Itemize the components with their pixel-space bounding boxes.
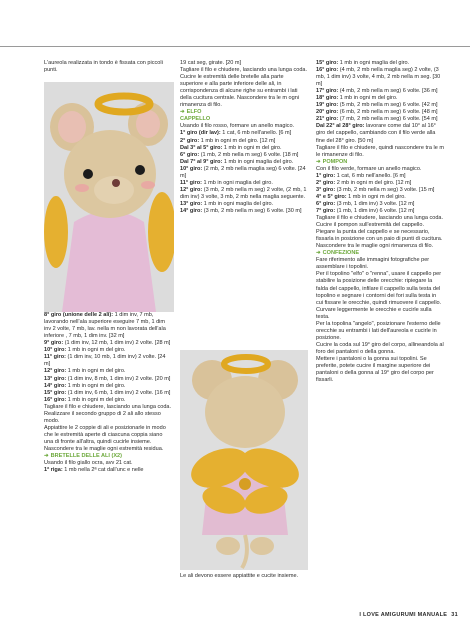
round-text: (1 dim inv, 8 mb, 1 dim inv) 2 volte. [20 m] [66, 375, 171, 382]
pompon-closing: Tagliare il filo e chiudere, lasciando una lunga coda. [316, 215, 444, 222]
arrow-icon: ➜ [180, 109, 185, 116]
arrow-icon: ➜ [44, 453, 49, 460]
round-line [316, 194, 444, 201]
round-label: 8° giro (unione delle 2 ali): [44, 312, 114, 319]
round-text: 1 mb in ogni maglia del giro. [202, 200, 274, 207]
round-line [316, 180, 444, 187]
col2-para3: Cucire le estremità delle bretelle alla parte superiore e alla parte inferiore delle ali, in corrispondenza di alcune righe su entrambi i lati della cucitura centrale. Nascondere tra le m ogni rimanenza di filo. [180, 74, 300, 109]
section-bretelle [44, 453, 172, 460]
section-pompon-label: POMPON [322, 158, 348, 165]
round-line [180, 145, 308, 152]
photo2-caption: Le ali devono essere appiattite e cucite insieme. [180, 573, 299, 579]
round-text: (3 mb, 2 mb nella m seg) 3 volte. [15 m] [335, 186, 435, 193]
page-footer [316, 612, 458, 618]
round-text: 1 mb in ogni maglia del giro. [222, 158, 294, 165]
round-text: (1 mb, 1 dim inv) 6 volte. [12 m] [335, 207, 415, 214]
round-label: 11° giro: [44, 354, 66, 361]
round-label: 16° giro: [316, 67, 339, 74]
round-line [44, 312, 172, 340]
round-text: 1 dim inv, 7 mb, lavorando nell'ala superiore eseguire 7 mb, 1 dim inv 2 volte, 7 mb, lav. nella m non lavorata dell'ala inferiore , 7 mb, 1 dim inv. [32 m] [44, 312, 166, 340]
round-text: (2 mb, 2 mb nella maglia seg) 6 volte. [24 m] [180, 165, 306, 179]
round-text: (4 mb, 2 mb nella m seg) 6 volte. [36 m] [338, 88, 438, 95]
round-text: 1 mb in ogni m del giro. [338, 95, 398, 102]
pompon-rounds-list [316, 173, 444, 215]
round-line [180, 130, 308, 137]
round-line [316, 102, 444, 109]
intro-text: L'aureola realizzata in tondo è fissata con piccoli punti. [44, 60, 163, 74]
cappello-intro: Usando il filo rosso, formare un anello magico. [180, 123, 295, 130]
round-text: 1 mb nella 2ª cat dall'unc e nelle [62, 467, 144, 474]
round-line [180, 201, 308, 208]
round-text: (1 mb, 2 mb nella m seg) 6 volte. [18 m] [199, 151, 299, 158]
round-line [316, 60, 444, 67]
round-text: (3 mb, 1 dim inv) 3 volte. [12 m] [335, 200, 415, 207]
cappello-closing: Tagliare il filo e chiudere, quindi nascondere tra le m le rimanenze di filo. [316, 144, 444, 158]
round-label: 15° giro: [44, 389, 67, 396]
round-text: 1 mb in ogni maglia del giro. [338, 60, 410, 66]
round-line [316, 116, 444, 123]
round-line [180, 152, 308, 159]
round-line [44, 397, 172, 404]
section-elfo-label: ELFO [186, 109, 202, 116]
round-label: 1ª riga: [44, 467, 63, 474]
round-text: (1 dim inv, 6 mb, 1 dim inv) 2 volte. [16 m] [66, 389, 171, 396]
round-label: 6° giro: [316, 200, 336, 207]
round-label: 15° giro: [316, 60, 339, 66]
round-text: (6 mb, 2 mb nella m seg) 6 volte. [48 m] [338, 109, 438, 116]
round-line [316, 123, 444, 144]
round-line [180, 180, 308, 187]
section-cappello: CAPPELLO [180, 116, 211, 123]
round-line [180, 166, 308, 180]
round-label: Dal 3° al 5° giro: [180, 144, 223, 151]
col2-para1: 19 cat seg, girate. [20 m] [180, 60, 242, 66]
round-line [44, 347, 172, 354]
wing-para3: Appiattire le 2 coppie di ali e posizionarle in modo che le estremità aperte di ciascuna coppia siano una di fronte all'altra, quindi cucirle insieme. Nascondere tra le maglie ogni estremità residua. [44, 424, 166, 452]
header-rule [0, 46, 470, 47]
round-text: (3 mb, 2 mb nella m seg) 2 volte, (2 mb, 1 dim inv) 3 volte, 3 mb, 2 mb nella maglia seguente. [180, 186, 307, 200]
round-text: 1 cat, 6 mb nell'anello. [6 m] [220, 130, 292, 137]
pompon-text: Cucire il pompon sull'estremità del cappello. Piegare la punta del cappello e se necessario, fissarla in posizione con un paio di punti di cucitura. Nascondere tra le maglie ogni rimanenza di filo. [316, 222, 443, 250]
round-line [316, 187, 444, 194]
round-line [180, 138, 308, 145]
round-line [44, 383, 172, 390]
round-line [180, 159, 308, 166]
round-label: 12° giro: [44, 368, 67, 375]
round-label: 18° giro: [316, 95, 339, 102]
mouse-back-illustration [180, 350, 308, 570]
confezione-p5: Mettere i pantaloni o la gonna sui topolini. Se preferite, potete cucire il margine superiore dei pantaloni o della gonna al 19° giro del corpo per fissarli. [316, 355, 434, 384]
round-line [316, 201, 444, 208]
round-label: 2° giro: [180, 137, 200, 144]
round-line [180, 208, 308, 215]
round-label: 1° giro (dir lav): [180, 130, 221, 137]
round-label: 10° giro: [180, 165, 203, 172]
round-text: 1 mb in ogni maglia del giro. [201, 179, 273, 186]
round-label: 21° giro: [316, 116, 339, 123]
round-text: lavorare come dal 10° al 16° giro del cappello, cambiando con il filo verde alla fine del 28° giro. [50 m] [316, 123, 436, 144]
round-text: 1 mb in ogni m del giro. [222, 144, 282, 151]
round-label: 20° giro: [316, 109, 339, 116]
round-text: 1 mb in ogni m del giro. [66, 347, 126, 354]
arrow-icon: ➜ [316, 158, 321, 165]
round-label: Dal 22° al 28° giro: [316, 123, 365, 130]
section-pompon [316, 159, 444, 166]
round-label: 14° giro: [44, 382, 67, 389]
round-text: 1 mb in ogni m del giro. [66, 382, 126, 389]
section-elfo [180, 109, 308, 116]
round-line [316, 173, 444, 180]
round-line [316, 109, 444, 116]
round-line [44, 390, 172, 397]
round-line [316, 95, 444, 102]
wing-para2: Realizzare il secondo gruppo di 2 ali allo stesso modo. [44, 410, 161, 424]
section-confezione [316, 250, 444, 257]
round-label: 11° giro: [180, 179, 202, 186]
bretelle-text: Usando il filo giallo ocra, avv 21 cat. [44, 460, 133, 467]
round-line [44, 368, 172, 375]
footer-title: I LOVE AMIGURUMI MANUALE [359, 612, 448, 618]
pompon-intro: Con il filo verde, formare un anello magico. [316, 165, 422, 172]
wing-rounds-list [44, 312, 172, 404]
round-text: (5 mb, 2 mb nella m seg) 6 volte. [42 m] [338, 102, 438, 109]
arrow-icon: ➜ [316, 250, 321, 257]
round-label: 10° giro: [44, 347, 67, 354]
round-line [316, 67, 444, 88]
cappello-rounds-continued [316, 60, 444, 145]
cappello-rounds-list [180, 130, 308, 215]
round-label: 14° giro: [180, 207, 203, 214]
round-text: 2 mb in ogni m del giro. [12 m] [335, 179, 412, 186]
round-text: (4 mb, 2 mb nella maglia seg) 2 volte, (3 mb, 1 dim inv) 3 volte, 4 mb, 2 mb nella m seg. [30 m] [316, 67, 441, 88]
round-label: 12° giro: [180, 186, 203, 193]
wing-closing: Tagliare il filo e chiudere, lasciando una lunga coda. [44, 403, 172, 410]
round-text: (1 dim inv, 10 mb, 1 dim inv) 2 volte. [24 m] [44, 354, 166, 368]
photo-mouse-angel-back [180, 350, 308, 570]
round-line [316, 88, 444, 95]
round-text: 1 mb in ogni m del giro. [12 m] [199, 137, 276, 144]
round-label: 2° giro: [316, 179, 336, 186]
bretelle-round [44, 467, 172, 474]
round-text: 1 cat, 6 mb nell'anello. [6 m] [335, 172, 406, 179]
round-label: 13° giro: [180, 200, 203, 207]
round-line [44, 354, 172, 368]
confezione-p1: Fare riferimento alle immagini fotografiche per assemblare i topolini. [316, 257, 430, 271]
round-label: 17° giro: [316, 88, 339, 95]
section-bretelle-label: BRETELLE DELLE ALI (X2) [50, 453, 122, 460]
round-line [44, 340, 172, 347]
round-text: 1 mb in ogni m del giro. [346, 193, 406, 200]
photo-mouse-angel-front [44, 82, 174, 312]
confezione-p3: Per la topolina "angelo", posizionare l'esterno delle orecchie su entrambi i lati dell'aureola e cucirle in posizione. [316, 320, 441, 341]
round-label: 16° giro: [44, 396, 67, 403]
confezione-p2: Per il topolino "elfo" o "renna", usare il cappello per stabilire la posizione delle orecchie: ripiegare la falda del cappello, infilare il cappello sulla testa del topolino e segnare i contorni dei fori sulla testa in cui fissare le orecchie, quindi rimuovere il cappello. Curvare leggermente le orecchie e cucirle sulla testa. [316, 271, 442, 320]
round-text: (1 dim inv, 12 mb, 1 dim inv) 2 volte. [28 m] [63, 340, 171, 347]
round-line [44, 376, 172, 383]
round-text: (7 mb, 2 mb nella m seg) 6 volte. [54 m] [338, 116, 438, 123]
round-label: 4° e 5° giro: [316, 193, 347, 200]
round-line [180, 187, 308, 201]
page-number: 31 [451, 612, 458, 618]
round-label: 9° giro: [44, 340, 64, 347]
col2-para2: Tagliare il filo e chiudere, lasciando una lunga coda. [180, 67, 308, 74]
round-label: 7° giro: [316, 207, 336, 214]
round-line [316, 208, 444, 215]
column-2 [180, 60, 308, 360]
round-label: 19° giro: [316, 102, 339, 109]
round-label: Dal 7° al 9° giro: [180, 158, 223, 165]
section-confezione-label: CONFEZIONE [322, 250, 360, 257]
round-text: 1 mb in ogni m del giro. [66, 396, 126, 403]
round-text: 1 mb in ogni m del giro. [66, 368, 126, 375]
round-label: 6° giro: [180, 151, 200, 158]
round-label: 1° giro: [316, 172, 336, 179]
round-label: 13° giro: [44, 375, 67, 382]
confezione-p4: Cucire la coda sul 19° giro del corpo, allineandola al foro dei pantaloni o della gonna. [316, 341, 444, 355]
mouse-angel-illustration [44, 82, 174, 312]
round-text: (3 mb, 2 mb nella m seg) 6 volte. [30 m] [202, 207, 302, 214]
column-3 [316, 60, 444, 625]
round-label: 3° giro: [316, 186, 336, 193]
